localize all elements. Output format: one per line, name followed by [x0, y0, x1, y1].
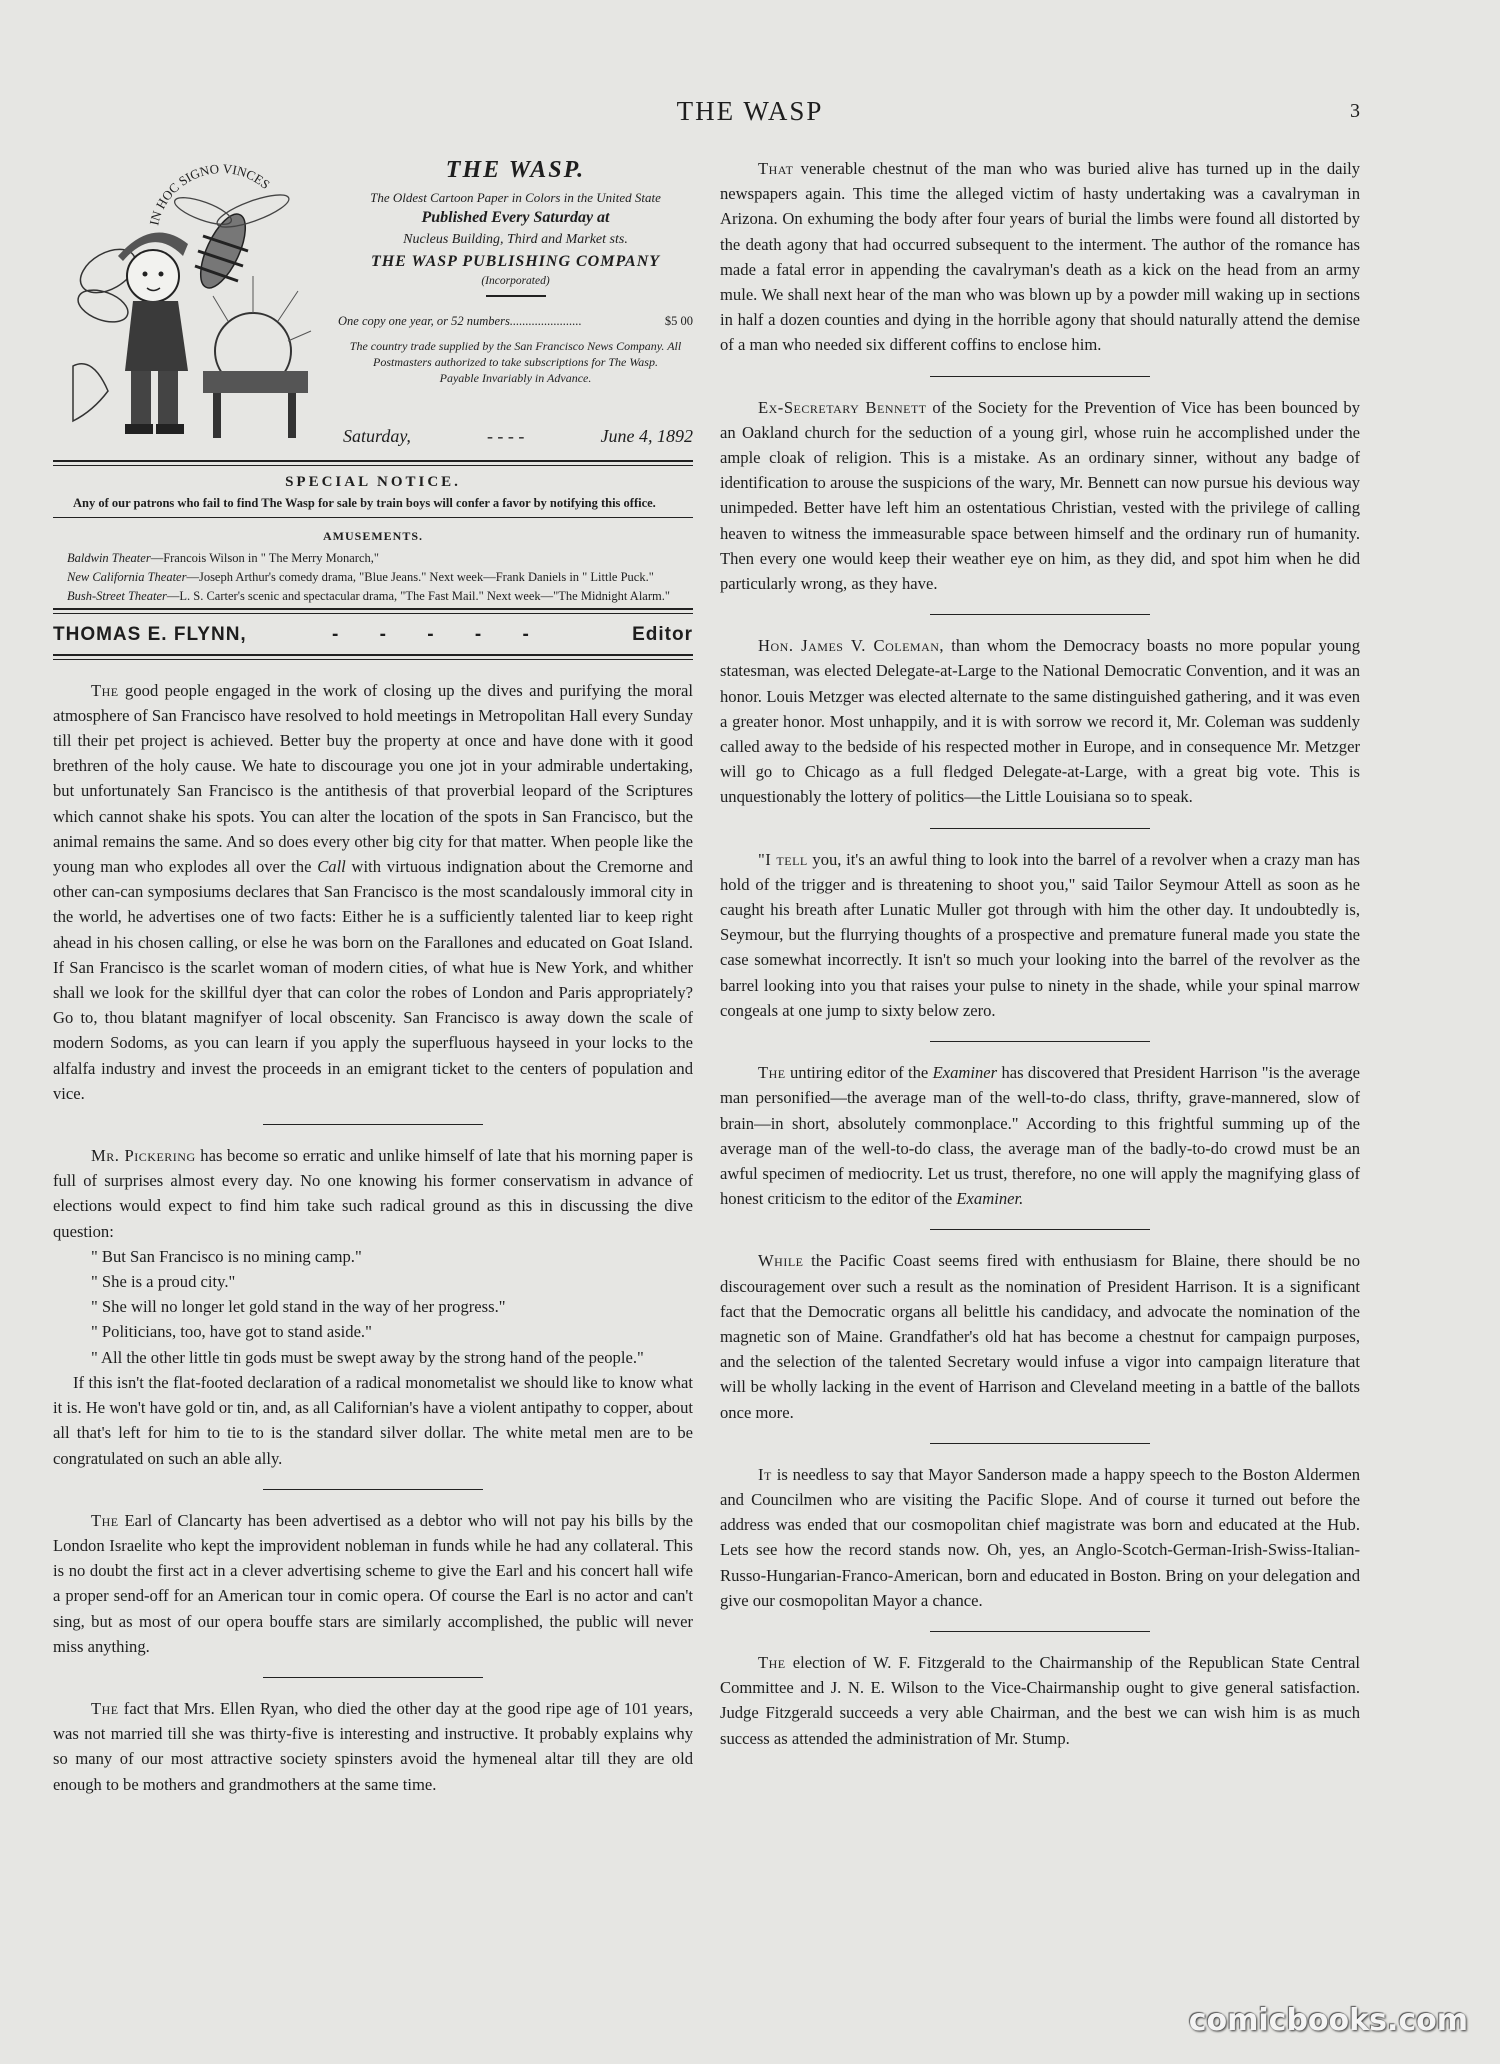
section-divider: [263, 1489, 483, 1490]
editorial-paragraph: The election of W. F. Fitzgerald to the Chairmanship of the Republican State Central Committee and J. N. E. Wilson to the Vice-Chairmanship ought to give general satisfaction. Judge Fitzgerald succeeds a very able Chairman, and the best we can wish him is as much success as attended the administration of Mr. Stump.: [720, 1652, 1360, 1748]
editorial-paragraph: "I tell you, it's an awful thing to look into the barrel of a revolver when a crazy man has hold of the trigger and is threatening to shoot you," said Tailor Seymour Attell as soon as he caught his breath after Lunatic Muller got through with him the other day. It undoubtedly is, Seymour, but the flurrying thoughts of a prospective and premature funeral made you state the case somewhat incorrectly. It isn't so much your looking into the barrel of the revolver as the barrel looking into you that raises your pulse to ninety in the shade, while your spinal marrow congeals at one jump to sixty below zero.: [720, 849, 1360, 1020]
editorial-paragraph: That venerable chestnut of the man who was buried alive has turned up in the daily newspapers again. This time the alleged victim of hasty undertaking was a cavalryman in Arizona. On exhuming the body after four years of burial the limbs were found all distorted by the death agony that had occurred subsequent to the interment. The author of the romance has made a fatal error in appending the cavalryman's death as a kick on the head from an army mule. We shall next hear of the man who was blown up by a powder mill waking up in sections in half a dozen counties and dying in the horrible agony that should naturally attend the demise of a man who needed six different coffins to enclose him.: [720, 159, 1361, 355]
watermark-logo: comicbooks.com: [1188, 2003, 1468, 2038]
amusement-venue: Baldwin Theater: [67, 551, 151, 566]
issue-date-dashes: - - - -: [486, 426, 525, 446]
amusement-item: Bush-Street Theater—L. S. Carter's scenic and spectacular drama, "The Fast Mail." Next week—"The Midnight Alarm.": [67, 589, 670, 604]
notice-rule: [53, 517, 693, 518]
editor-rule: [53, 654, 693, 660]
masthead-supply-note: The country trade supplied by the San Francisco News Company. All Postmasters authorized to take subscriptions for The Wasp.: [349, 339, 682, 370]
section-divider: [930, 1041, 1150, 1042]
masthead-rule: [53, 460, 693, 466]
masthead-company: THE WASP PUBLISHING COMPANY: [370, 253, 661, 271]
masthead-text: [338, 158, 693, 386]
masthead-title: THE WASP.: [445, 157, 586, 183]
section-divider: [930, 1443, 1150, 1444]
editorial-paragraph: If this isn't the flat-footed declaration of a radical monometalist we should like to know what it is. He won't have gold or tin, and, as all Californian's have a violent antipathy to copper, about all that's left for him to tie to is the standard silver dollar. The white metal men are to be congratulated on such an able ally.: [53, 1372, 693, 1468]
left-column: [53, 156, 693, 1797]
right-column: [720, 156, 1360, 1751]
section-divider: [930, 614, 1150, 615]
editorial-paragraph: The fact that Mrs. Ellen Ryan, who died the other day at the good ripe age of 101 years, was not married till she was thirty-five is interesting and instructive. It probably explains why so many of our most attractive society spinsters avoid the hymeneal altar till they are old enough to be mothers and grandmothers at the same time.: [53, 1698, 694, 1794]
issue-date-value: June 4, 1892: [600, 426, 693, 446]
section-divider: [930, 1631, 1150, 1632]
issue-date: [343, 424, 693, 449]
price-label: One copy one year, or 52 numbers.......................: [338, 314, 582, 329]
section-divider: [930, 1229, 1150, 1230]
masthead-incorporated: (Incorporated): [481, 275, 550, 288]
editorial-paragraph: The good people engaged in the work of closing up the dives and purifying the moral atmosphere of San Francisco have resolved to hold meetings in Metropolitan Hall every Sunday till their pet project is achieved. Better buy the property at once and have done with it good brethren of the holy cause. We hate to discourage you one jot in your admirable undertaking, but unfortunately San Francisco is the antithesis of that proverbial leopard of the Scriptures which cannot shake his spots. You can alter the location of the spots in San Francisco, but the animal remains the same. And so does every other big city for that matter. When people like the young man who explodes all over the Call with virtuous indignation about the Cremorne and other can-can symposiums declares that San Francisco is the most scandalously immoral city in the world, he advertises one of two facts: Either he is a sufficiently talented liar to keep right ahead in his chosen calling, or else he was born on the Farallones and educated on Goat Island. If San Francisco is the scarlet woman of modern cities, of what hue is New York, and whither shall we look for the skillful dyer that can color the robes of London and Paris appropriately? Go to, thou blatant magnifyer of local obscenity. San Francisco is away down the scale of modern Sodoms, as you can learn if you apply the superfluous hayseed in your locks to the alfalfa industry and invest the proceeds in an emigrant ticket to the centers of population and vice.: [53, 680, 693, 1103]
section-divider: [263, 1124, 483, 1125]
masthead-price: [338, 303, 693, 338]
editor-role: Editor: [632, 624, 693, 646]
masthead-divider: [486, 295, 546, 297]
emblem-motto: IN HOC SIGNO VINCES: [146, 160, 273, 227]
editorial-paragraph: Ex-Secretary Bennett of the Society for the Prevention of Vice has been bounced by an Oakland church for the seduction of a young girl, whose ruin he accomplished under the ample cloak of religion. This is a mistake. As an ordinary sinner, without any badge of identification to arouse the suspicions of the wary, Mr. Bennett can now pursue his devious way unimpeded. Better have left him an ostentatious Christian, vested with the privilege of calling heaven to witness the immeasurable space between himself and the ordinary run of humanity. Then every one would keep their weather eye on him, as they did, and spot him when he did particularly wrong, as they have.: [720, 397, 1360, 594]
amusement-venue: New California Theater: [67, 570, 187, 585]
notice-title: SPECIAL NOTICE.: [285, 474, 461, 490]
section-divider: [930, 828, 1150, 829]
editor-line: [53, 618, 693, 649]
editor-name: THOMAS E. FLYNN,: [53, 624, 247, 646]
quote-line: " She will no longer let gold stand in the way of her progress.": [91, 1297, 506, 1317]
quote-line: " All the other little tin gods must be swept away by the strong hand of the people.": [91, 1347, 644, 1367]
editorial-paragraph: The Earl of Clancarty has been advertised as a debtor who will not pay his bills by the London Israelite who kept the improvident nobleman in funds while he had any collateral. This is no doubt the first act in a clever advertising scheme to give the Earl and his concert hall wife a proper send-off for an American tour in comic opera. Of course the Earl is no actor and can't sing, but as most of our opera bouffe stars are similarly accomplished, the public will never miss anything.: [53, 1510, 693, 1656]
editorial-paragraph: Hon. James V. Coleman, than whom the Democracy boasts no more popular young statesman, was elected Delegate-at-Large to the National Democratic Convention, and it was an honor. Louis Metzger was elected alternate to the same distinguished gathering, and it was even a greater honor. Most unhappily, and it is with sorrow we record it, Mr. Coleman was suddenly called away to the bedside of his respected mother in Europe, and in consequence Mr. Metzger will go to Chicago as a full fledged Delegate-at-Large, with a great big vote. This is unquestionably the lottery of politics—the Little Louisiana so to speak.: [720, 636, 1360, 807]
quote-line: " But San Francisco is no mining camp.": [91, 1246, 362, 1266]
section-divider: [930, 376, 1150, 377]
editorial-paragraph: Mr. Pickering has become so erratic and unlike himself of late that his morning paper is full of surprises almost every day. No one knowing his former conservatism in advance of elections would expect to find him take such radical ground as this in discussing the dive question:: [53, 1146, 693, 1241]
section-divider: [263, 1677, 483, 1678]
quote-line: " She is a proud city.": [91, 1272, 236, 1292]
masthead: [53, 156, 693, 456]
masthead-tagline: The Oldest Cartoon Paper in Colors in the United State: [370, 190, 661, 206]
amusement-item: New California Theater—Joseph Arthur's comedy drama, "Blue Jeans." Next week—Frank Daniels in " Little Puck.": [67, 570, 654, 585]
editorial-paragraph: The untiring editor of the Examiner has discovered that President Harrison "is the average man personified—the average man of the well-to-do class, thrifty, grave-mannered, slow of brain—in short, absolutely commonplace." According to this frightful summing up of the average man of the well-to-do class, the average man of the badly-to-do crowd must be an awful specimen of mediocrity. Let us trust, therefore, no one will apply the magnifying glass of honest criticism to the editor of the Examiner.: [720, 1063, 1361, 1209]
amusements-title: AMUSEMENTS.: [322, 529, 423, 544]
issue-date-day: Saturday,: [343, 426, 411, 446]
editor-dashes: - - - - -: [332, 624, 547, 646]
notice-text: Any of our patrons who fail to find The Wasp for sale by train boys will confer a favor by notifying this office.: [73, 496, 656, 511]
wasp-boy-emblem-icon: [53, 156, 313, 446]
masthead-address: Nucleus Building, Third and Market sts.: [403, 232, 628, 248]
amusements-rule: [53, 608, 693, 614]
page-number: 3: [1350, 100, 1360, 122]
price-value: $5 00: [664, 314, 693, 329]
amusement-item: Baldwin Theater—Francois Wilson in " The Merry Monarch,": [67, 551, 379, 566]
masthead-published: Published Every Saturday at: [421, 209, 610, 227]
amusement-venue: Bush-Street Theater: [67, 589, 167, 604]
running-title: THE WASP: [676, 96, 824, 126]
masthead-payable: Payable Invariably in Advance.: [439, 371, 592, 386]
quote-line: " Politicians, too, have got to stand aside.": [91, 1322, 372, 1342]
svg-text:IN HOC SIGNO VINCES: [146, 161, 273, 227]
editorial-paragraph: It is needless to say that Mayor Sanderson made a happy speech to the Boston Aldermen and Councilmen who are visiting the Pacific Slope. And of course it turned out before the address was ended that our cosmopolitan chief magistrate was born and educated at the Hub. Lets see how the record stands now. Oh, yes, an Anglo-Scotch-German-Irish-Swiss-Italian-Russo-Hungarian-Franco-American, born and educated in Boston. Bring on your delegation and give our cosmopolitan Mayor a chance.: [720, 1464, 1361, 1610]
editorial-paragraph: While the Pacific Coast seems fired with enthusiasm for Blaine, there should be no discouragement over such a result as the nomination of President Harrison. It is a significant fact that the Democratic organs all belittle his candidacy, and advocate the nomination of the magnetic son of Maine. Grandfather's old hat has become a chestnut for campaign purposes, and the selection of the talented Secretary would infuse a vigor into campaign literature that will be wholly lacking in the event of Harrison and Cleveland meeting in a battle of the ballots once more.: [720, 1251, 1360, 1422]
